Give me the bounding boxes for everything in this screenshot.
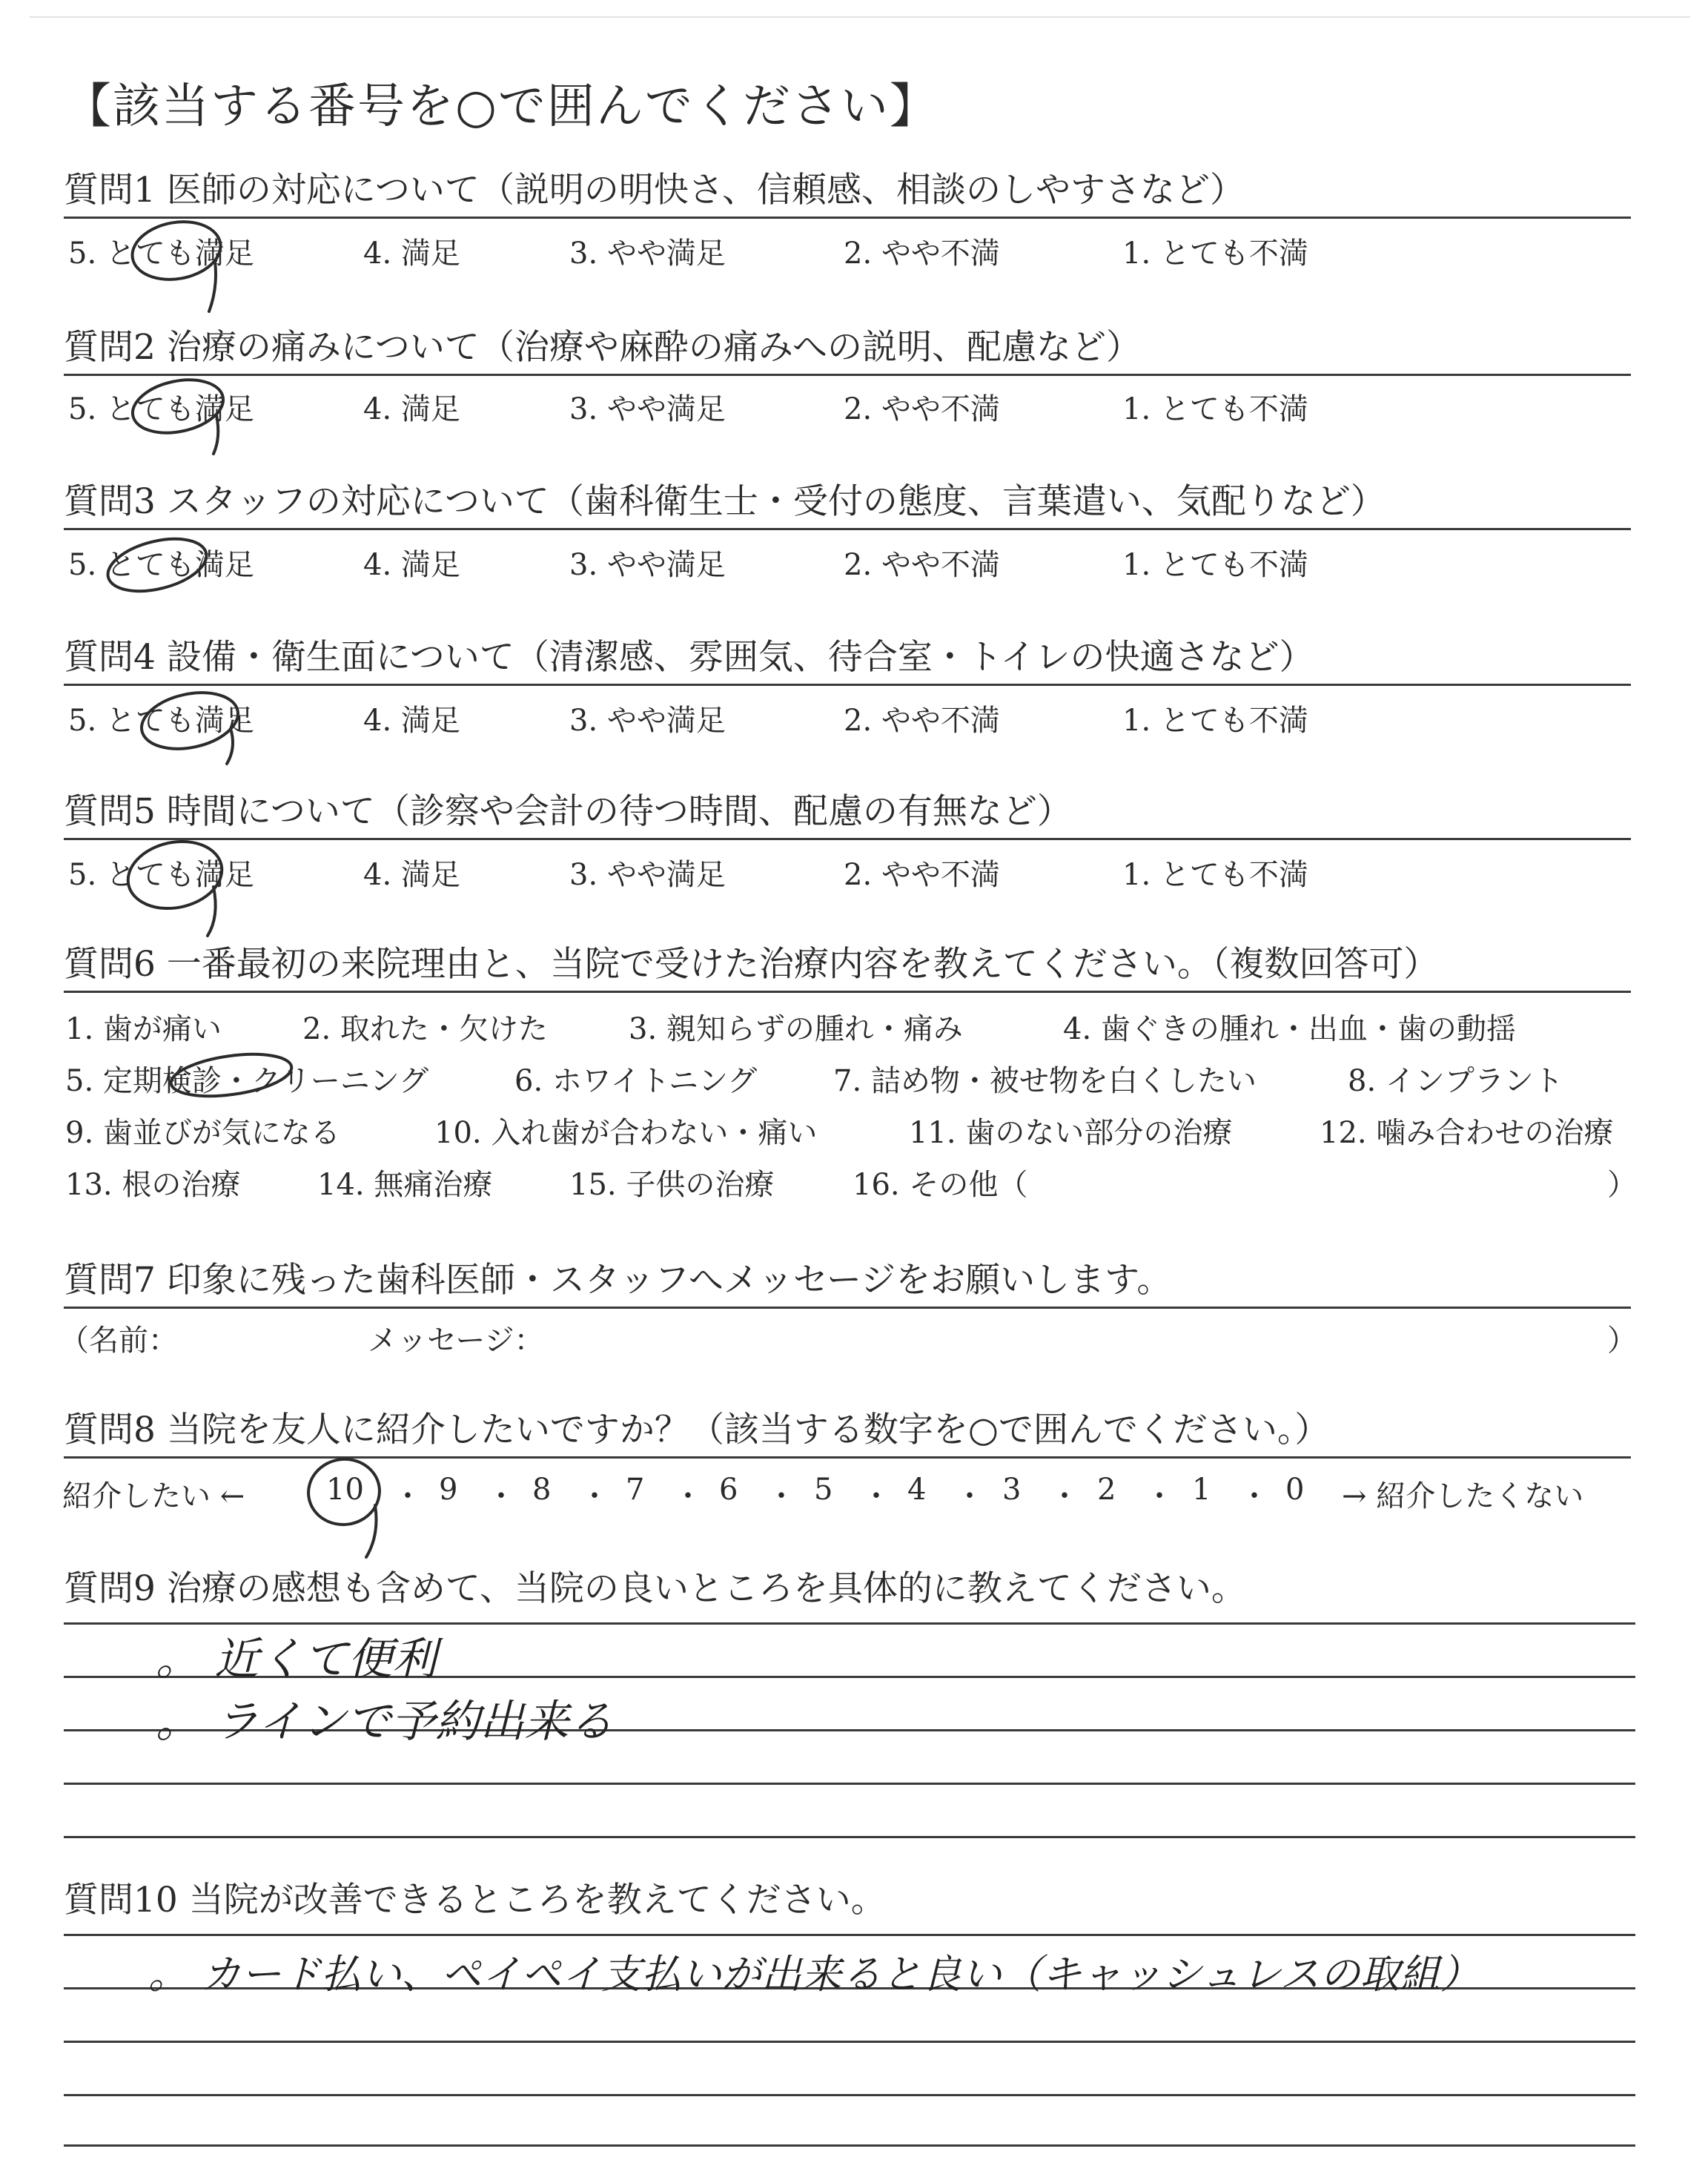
q2-option-1[interactable]: 1. とても不満 <box>1122 392 1308 426</box>
q8-separator: ・ <box>580 1479 609 1513</box>
q4-option-5[interactable]: 5. とても満足 <box>68 704 254 738</box>
q6-option-2[interactable]: 2. 取れた・欠けた <box>302 1012 548 1046</box>
q1-option-2[interactable]: 2. やや不満 <box>844 237 1000 271</box>
q10-answer-1[interactable]: 。 カード払い、ペイペイ支払いが出来ると良い（キャッシュレスの取組） <box>148 1951 1480 1998</box>
q7-name-label[interactable]: （名前： <box>59 1324 178 1358</box>
question-6-title: 質問6 一番最初の来院理由と、当院で受けた治療内容を教えてください。（複数回答可） <box>64 944 1439 985</box>
q8-separator: ・ <box>1145 1479 1174 1513</box>
question-1-title: 質問1 医師の対応について（説明の明快さ、信頼感、相談のしやすさなど） <box>64 170 1245 211</box>
circle-mark-q8 <box>304 1455 383 1530</box>
q3-option-1[interactable]: 1. とても不満 <box>1122 548 1308 582</box>
q4-option-3[interactable]: 3. やや満足 <box>569 704 726 738</box>
q6-option-3[interactable]: 3. 親知らずの腫れ・痛み <box>629 1012 963 1046</box>
q3-option-3[interactable]: 3. やや満足 <box>569 548 726 582</box>
q8-score-5[interactable]: 5 <box>814 1473 833 1507</box>
q6-option-4[interactable]: 4. 歯ぐきの腫れ・出血・歯の動揺 <box>1063 1012 1516 1046</box>
q1-option-3[interactable]: 3. やや満足 <box>569 237 726 271</box>
q2-option-5[interactable]: 5. とても満足 <box>68 392 254 426</box>
question-7-title: 質問7 印象に残った歯科医師・スタッフへメッセージをお願いします。 <box>64 1260 1172 1301</box>
circle-mark-q3 <box>102 529 211 600</box>
circle-mark-q4 <box>136 684 243 757</box>
q4-option-1[interactable]: 1. とても不満 <box>1122 704 1308 738</box>
question-9-title: 質問9 治療の感想も含めて、当院の良いところを具体的に教えてください。 <box>64 1568 1246 1609</box>
q8-separator: ・ <box>486 1479 516 1513</box>
q3-option-5[interactable]: 5. とても満足 <box>68 548 254 582</box>
q8-separator: ・ <box>767 1479 796 1513</box>
question-10-title: 質問10 当院が改善できるところを教えてください。 <box>64 1880 886 1920</box>
q2-option-4[interactable]: 4. 満足 <box>363 392 460 426</box>
q8-score-3[interactable]: 3 <box>1002 1473 1022 1507</box>
q8-separator: ・ <box>955 1479 984 1513</box>
circle-mark-q6 <box>168 1048 294 1103</box>
q6-option-11[interactable]: 11. 歯のない部分の治療 <box>909 1116 1233 1150</box>
q5-option-2[interactable]: 2. やや不満 <box>844 858 1000 892</box>
q8-separator: ・ <box>393 1479 423 1513</box>
q5-option-1[interactable]: 1. とても不満 <box>1122 858 1308 892</box>
q6-option-7[interactable]: 7. 詰め物・被せ物を白くしたい <box>833 1064 1257 1098</box>
q8-score-7[interactable]: 7 <box>626 1473 645 1507</box>
q5-option-3[interactable]: 3. やや満足 <box>569 858 726 892</box>
q5-option-4[interactable]: 4. 満足 <box>363 858 460 892</box>
q4-option-4[interactable]: 4. 満足 <box>363 704 460 738</box>
circle-tail-q1 <box>209 261 216 311</box>
q7-message-label[interactable]: メッセージ： <box>368 1324 544 1358</box>
q6-option-15[interactable]: 15. 子供の治療 <box>569 1168 775 1202</box>
q6-option-6[interactable]: 6. ホワイトニング <box>514 1064 758 1098</box>
q2-option-3[interactable]: 3. やや満足 <box>569 392 726 426</box>
q7-close-paren: ） <box>1607 1324 1637 1358</box>
question-5-title: 質問5 時間について（診察や会計の待つ時間、配慮の有無など） <box>64 791 1072 832</box>
q8-separator: ・ <box>1239 1479 1269 1513</box>
q8-score-9[interactable]: 9 <box>439 1473 458 1507</box>
circle-tail-q2 <box>214 415 218 454</box>
q1-option-5[interactable]: 5. とても満足 <box>68 237 254 271</box>
q8-separator: ・ <box>1050 1479 1079 1513</box>
q3-option-4[interactable]: 4. 満足 <box>363 548 460 582</box>
q8-score-10[interactable]: 10 <box>326 1473 364 1507</box>
q5-option-5[interactable]: 5. とても満足 <box>68 858 254 892</box>
question-3-title: 質問3 スタッフの対応について（歯科衛生士・受付の態度、言葉遣い、気配りなど） <box>64 481 1386 522</box>
q8-score-4[interactable]: 4 <box>907 1473 927 1507</box>
q6-option-8[interactable]: 8. インプラント <box>1348 1064 1563 1098</box>
q6-option-12[interactable]: 12. 噛み合わせの治療 <box>1320 1116 1614 1150</box>
q6-option-5[interactable]: 5. 定期検診・クリーニング <box>65 1064 429 1098</box>
q3-option-2[interactable]: 2. やや不満 <box>844 548 1000 582</box>
circle-tail-q4 <box>227 731 233 764</box>
circle-mark-q1 <box>128 215 225 286</box>
q8-separator: ・ <box>673 1479 703 1513</box>
q6-option-9[interactable]: 9. 歯並びが気になる <box>65 1116 340 1150</box>
q8-score-0[interactable]: 0 <box>1285 1473 1305 1507</box>
q9-answer-1[interactable]: 。 近くて便利 <box>156 1634 437 1685</box>
q1-option-1[interactable]: 1. とても不満 <box>1122 237 1308 271</box>
q6-other-close-paren: ） <box>1607 1168 1637 1202</box>
question-2-title: 質問2 治療の痛みについて（治療や麻酔の痛みへの説明、配慮など） <box>64 327 1141 368</box>
q6-option-16[interactable]: 16. その他（ <box>853 1168 1028 1202</box>
q6-option-1[interactable]: 1. 歯が痛い <box>65 1012 222 1046</box>
q2-option-2[interactable]: 2. やや不満 <box>844 392 1000 426</box>
page-heading: 【該当する番号を○で囲んでください】 <box>64 79 939 134</box>
q1-option-4[interactable]: 4. 満足 <box>363 237 460 271</box>
q4-option-2[interactable]: 2. やや不満 <box>844 704 1000 738</box>
circle-mark-q5 <box>122 833 228 917</box>
q8-score-2[interactable]: 2 <box>1097 1473 1116 1507</box>
q8-score-6[interactable]: 6 <box>719 1473 738 1507</box>
q6-option-10[interactable]: 10. 入れ歯が合わない・痛い <box>434 1116 818 1150</box>
circle-mark-q2 <box>128 372 228 440</box>
question-4-title: 質問4 設備・衛生面について（清潔感、雰囲気、待合室・トイレの快適さなど） <box>64 637 1314 678</box>
q8-score-8[interactable]: 8 <box>532 1473 552 1507</box>
q8-score-1[interactable]: 1 <box>1192 1473 1211 1507</box>
q8-left-label: 紹介したい ← <box>62 1479 245 1513</box>
q8-right-label: → 紹介したくない <box>1342 1479 1584 1513</box>
question-8-title: 質問8 当院を友人に紹介したいですか？（該当する数字を○で囲んでください。） <box>64 1410 1330 1450</box>
q9-answer-2[interactable]: 。 ラインで予約出来る <box>156 1696 614 1748</box>
q8-separator: ・ <box>861 1479 891 1513</box>
q6-option-14[interactable]: 14. 無痛治療 <box>317 1168 493 1202</box>
q6-option-13[interactable]: 13. 根の治療 <box>65 1168 241 1202</box>
